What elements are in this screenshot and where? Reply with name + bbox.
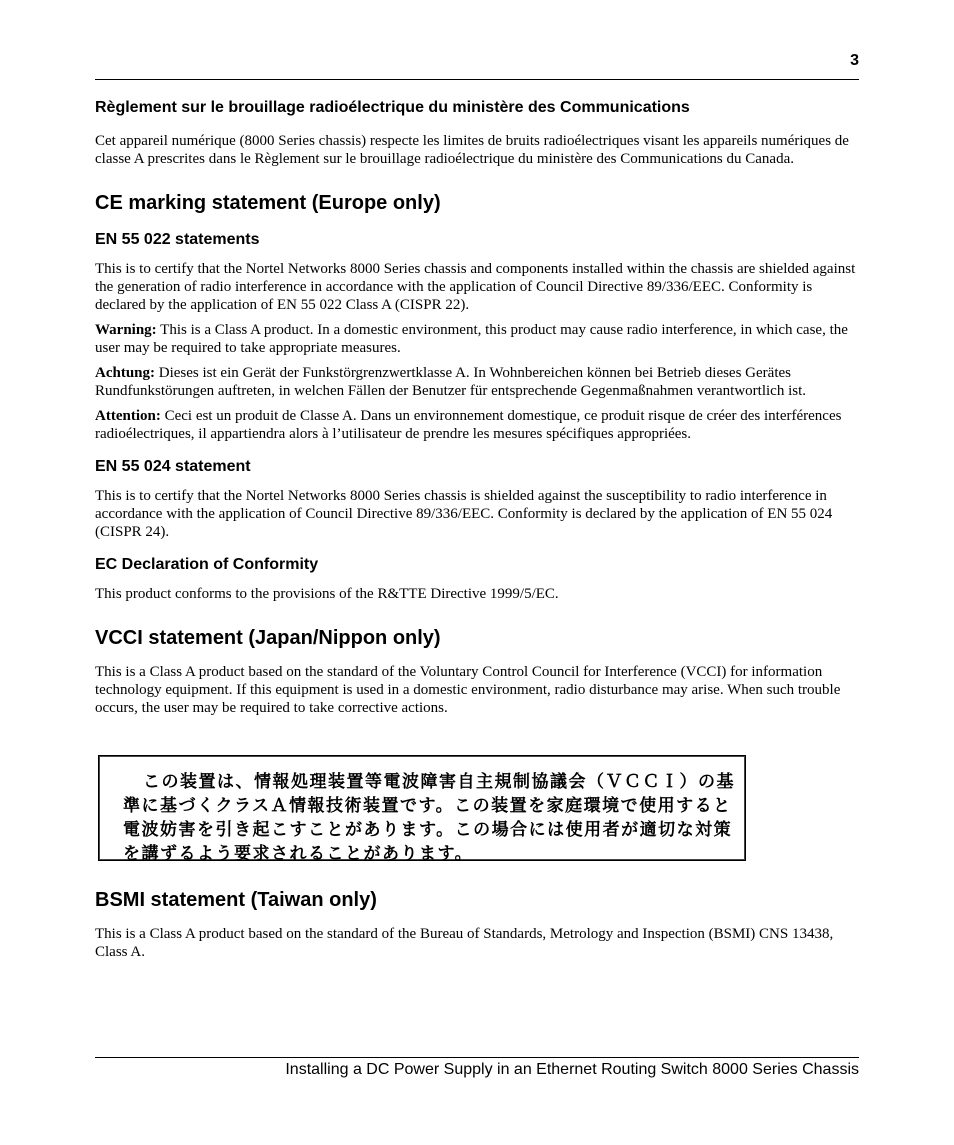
french-regulation-heading: Règlement sur le brouillage radioélectrique du ministère des Communications xyxy=(95,99,690,116)
warning-text: This is a Class A product. In a domestic environment, this product may cause radio interference, in which case, the user may be required to take appropriate measures. xyxy=(95,322,848,356)
french-regulation-text: Cet appareil numérique (8000 Series chassis) respecte les limites de bruits radioélectriques visant les appareils numériques de classe A prescrites dans le Règlement sur le brouillage radioélectrique du ministère des Communications du Canada. xyxy=(95,133,849,167)
ce-marking-heading: CE marking statement (Europe only) xyxy=(95,192,441,214)
ec-declaration-text: This product conforms to the provisions of the R&TTE Directive 1999/5/EC. xyxy=(95,586,559,602)
vcci-text: This is a Class A product based on the standard of the Voluntary Control Council for Interference (VCCI) for information technology equipment. If this equipment is used in a domestic environment, radio disturbance may arise. When such trouble occurs, the user may be required to take corrective actions. xyxy=(95,664,841,716)
bsmi-heading: BSMI statement (Taiwan only) xyxy=(95,889,377,911)
vcci-japanese-text: この装置は、情報処理装置等電波障害自主規制協議会（ＶＣＣＩ）の基準に基づくクラスＡ情報技術装置です。この装置を家庭環境で使用すると電波妨害を引き起こすことがあります。この場合には使用者が適切な対策を講ずるよう要求されることがあります。 xyxy=(123,772,735,864)
achtung-label: Achtung: xyxy=(95,365,156,381)
warning-label: Warning: xyxy=(95,322,157,338)
en55022-heading: EN 55 022 statements xyxy=(95,231,260,248)
footer-rule xyxy=(95,1057,859,1058)
warning-paragraph xyxy=(95,321,859,357)
achtung-paragraph xyxy=(95,364,859,400)
vcci-heading: VCCI statement (Japan/Nippon only) xyxy=(95,627,441,649)
achtung-text: Dieses ist ein Gerät der Funkstörgrenzwertklasse A. In Wohnbereichen können bei Betrieb dieses Gerätes Rundfunkstörungen auftreten, in welchen Fällen der Benutzer für entsprechende Gegenmaßnahmen verantwortlich ist. xyxy=(95,365,807,399)
page-content xyxy=(95,96,859,968)
vcci-japanese-box xyxy=(98,755,746,864)
en55024-text: This is to certify that the Nortel Networks 8000 Series chassis is shielded against the susceptibility to radio interference in accordance with the application of Council Directive 89/336/EEC. Conformity is declared by the application of EN 55 024 (CISPR 24). xyxy=(95,488,833,540)
bsmi-text: This is a Class A product based on the standard of the Bureau of Standards, Metrology and Inspection (BSMI) CNS 13438, Class A. xyxy=(95,926,834,960)
page-number: 3 xyxy=(850,52,859,69)
en55022-text: This is to certify that the Nortel Networks 8000 Series chassis and components installed within the chassis are shielded against the generation of radio interference in accordance with the application of Council Directive 89/336/EEC. Conformity is declared by the application of EN 55 022 Class A (CISPR 22). xyxy=(95,261,856,313)
header-rule xyxy=(95,79,859,80)
attention-paragraph xyxy=(95,407,859,443)
ec-declaration-heading: EC Declaration of Conformity xyxy=(95,556,319,573)
attention-label: Attention: xyxy=(95,408,161,424)
attention-text: Ceci est un produit de Classe A. Dans un environnement domestique, ce produit risque de créer des interférences radioélectriques, il appartiendra alors à l’utilisateur de prendre les mesures spécifiques appropriées. xyxy=(95,408,842,442)
en55024-heading: EN 55 024 statement xyxy=(95,458,251,475)
footer-title: Installing a DC Power Supply in an Ethernet Routing Switch 8000 Series Chassis xyxy=(285,1061,859,1078)
